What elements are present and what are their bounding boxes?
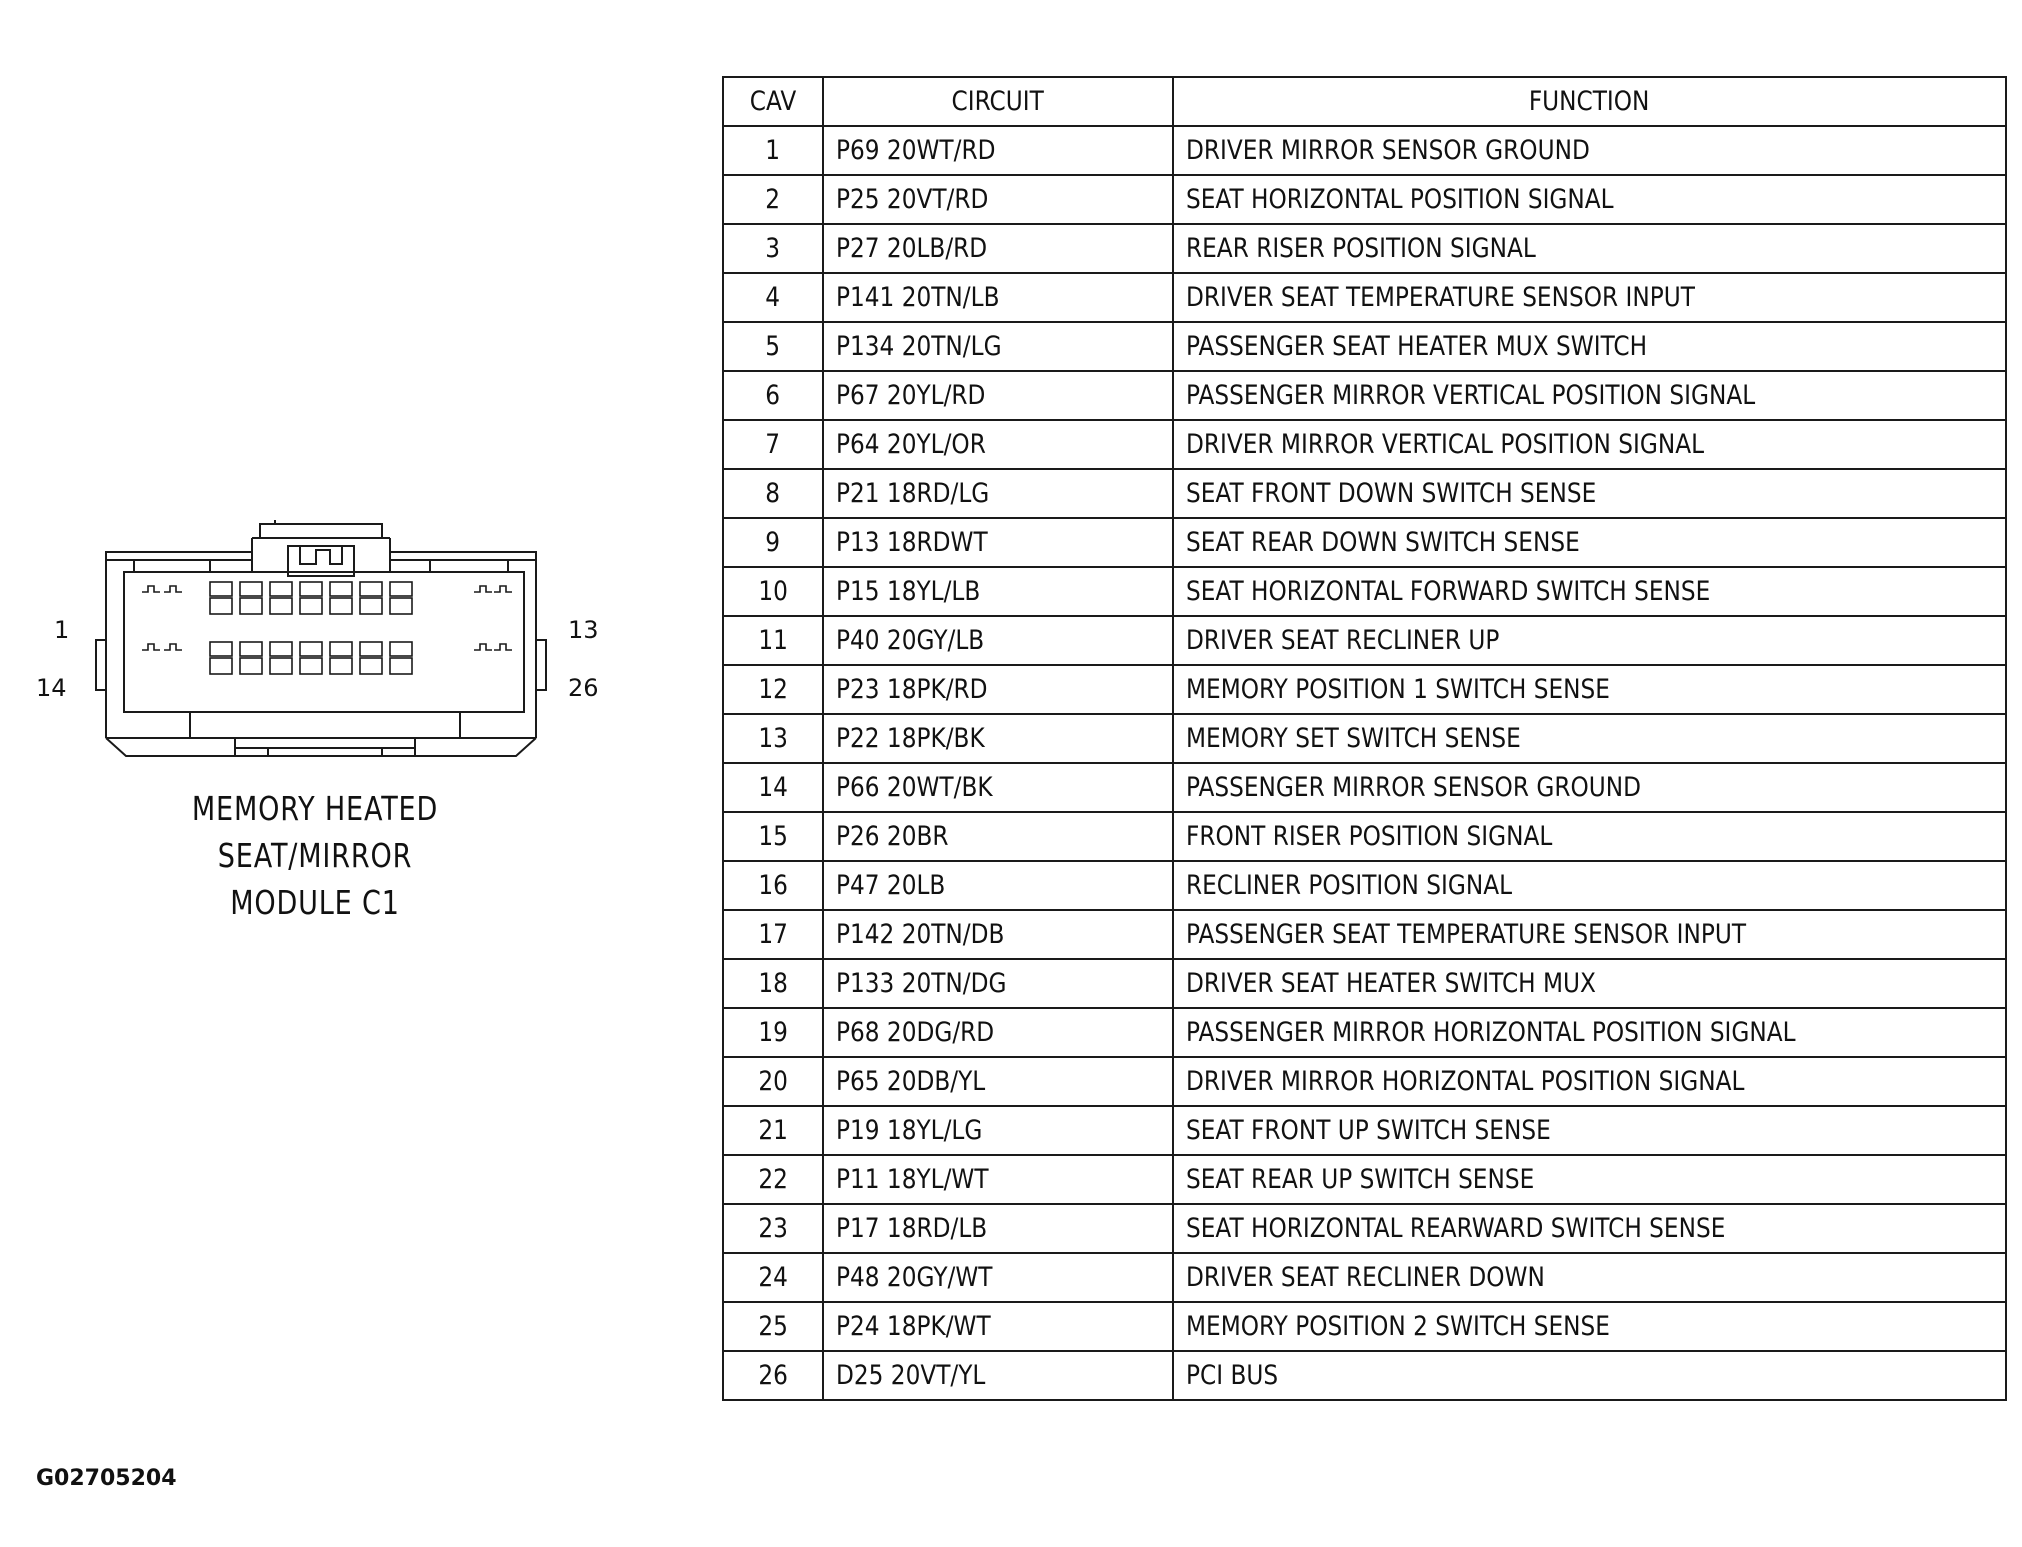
cell-circuit: P19 18YL/LG xyxy=(823,1106,1173,1155)
cell-function: PCI BUS xyxy=(1173,1351,2006,1400)
cell-function: SEAT HORIZONTAL POSITION SIGNAL xyxy=(1173,175,2006,224)
table-row xyxy=(723,126,2006,175)
cell-function: REAR RISER POSITION SIGNAL xyxy=(1173,224,2006,273)
cell-cav: 11 xyxy=(723,616,823,665)
cell-function: PASSENGER MIRROR SENSOR GROUND xyxy=(1173,763,2006,812)
cell-function: SEAT HORIZONTAL FORWARD SWITCH SENSE xyxy=(1173,567,2006,616)
table-row xyxy=(723,1008,2006,1057)
cell-cav: 21 xyxy=(723,1106,823,1155)
table-row xyxy=(723,1106,2006,1155)
cell-cav: 15 xyxy=(723,812,823,861)
cell-cav: 14 xyxy=(723,763,823,812)
table-row xyxy=(723,420,2006,469)
cell-function: PASSENGER SEAT TEMPERATURE SENSOR INPUT xyxy=(1173,910,2006,959)
cell-function: FRONT RISER POSITION SIGNAL xyxy=(1173,812,2006,861)
table-row xyxy=(723,273,2006,322)
cell-circuit: P40 20GY/LB xyxy=(823,616,1173,665)
table-row xyxy=(723,1204,2006,1253)
cell-cav: 1 xyxy=(723,126,823,175)
cell-circuit: P68 20DG/RD xyxy=(823,1008,1173,1057)
cell-circuit: D25 20VT/YL xyxy=(823,1351,1173,1400)
table-row xyxy=(723,567,2006,616)
column-header-cav: CAV xyxy=(723,77,823,126)
cell-circuit: P65 20DB/YL xyxy=(823,1057,1173,1106)
table-row xyxy=(723,910,2006,959)
table-row xyxy=(723,1155,2006,1204)
cell-cav: 12 xyxy=(723,665,823,714)
cell-cav: 22 xyxy=(723,1155,823,1204)
cell-cav: 2 xyxy=(723,175,823,224)
cell-cav: 19 xyxy=(723,1008,823,1057)
cell-cav: 13 xyxy=(723,714,823,763)
table-row xyxy=(723,322,2006,371)
cell-circuit: P24 18PK/WT xyxy=(823,1302,1173,1351)
connector-title-line-2: SEAT/MIRROR xyxy=(217,836,413,875)
cell-function: DRIVER SEAT TEMPERATURE SENSOR INPUT xyxy=(1173,273,2006,322)
table-body xyxy=(723,126,2006,1400)
table-row xyxy=(723,763,2006,812)
cell-function: MEMORY POSITION 2 SWITCH SENSE xyxy=(1173,1302,2006,1351)
figure-id: G02705204 xyxy=(36,1466,177,1491)
cell-circuit: P22 18PK/BK xyxy=(823,714,1173,763)
cell-circuit: P142 20TN/DB xyxy=(823,910,1173,959)
cell-cav: 6 xyxy=(723,371,823,420)
connector-diagram xyxy=(30,520,599,780)
connector-title-line-3: MODULE C1 xyxy=(230,883,400,922)
cell-function: SEAT FRONT DOWN SWITCH SENSE xyxy=(1173,469,2006,518)
table-header-row xyxy=(723,77,2006,126)
table-row xyxy=(723,1253,2006,1302)
cell-circuit: P15 18YL/LB xyxy=(823,567,1173,616)
cell-cav: 17 xyxy=(723,910,823,959)
cell-function: DRIVER MIRROR HORIZONTAL POSITION SIGNAL xyxy=(1173,1057,2006,1106)
table-row xyxy=(723,616,2006,665)
pin-label-1: 1 xyxy=(54,616,70,644)
table-row xyxy=(723,224,2006,273)
table-row xyxy=(723,175,2006,224)
cell-cav: 10 xyxy=(723,567,823,616)
cell-circuit: P11 18YL/WT xyxy=(823,1155,1173,1204)
cell-function: RECLINER POSITION SIGNAL xyxy=(1173,861,2006,910)
cell-cav: 8 xyxy=(723,469,823,518)
cell-cav: 23 xyxy=(723,1204,823,1253)
cell-cav: 18 xyxy=(723,959,823,1008)
cell-cav: 16 xyxy=(723,861,823,910)
pin-label-14: 14 xyxy=(36,674,67,702)
table-row xyxy=(723,861,2006,910)
cell-circuit: P26 20BR xyxy=(823,812,1173,861)
cell-function: DRIVER SEAT HEATER SWITCH MUX xyxy=(1173,959,2006,1008)
connector-face-drawing xyxy=(30,520,590,780)
cell-function: MEMORY SET SWITCH SENSE xyxy=(1173,714,2006,763)
cell-cav: 3 xyxy=(723,224,823,273)
cell-circuit: P48 20GY/WT xyxy=(823,1253,1173,1302)
pin-label-26: 26 xyxy=(568,674,599,702)
cell-cav: 20 xyxy=(723,1057,823,1106)
cell-function: SEAT HORIZONTAL REARWARD SWITCH SENSE xyxy=(1173,1204,2006,1253)
cell-circuit: P21 18RD/LG xyxy=(823,469,1173,518)
table-row xyxy=(723,1302,2006,1351)
column-header-function: FUNCTION xyxy=(1173,77,2006,126)
cell-circuit: P134 20TN/LG xyxy=(823,322,1173,371)
cell-circuit: P69 20WT/RD xyxy=(823,126,1173,175)
cell-circuit: P64 20YL/OR xyxy=(823,420,1173,469)
cell-circuit: P27 20LB/RD xyxy=(823,224,1173,273)
cell-cav: 5 xyxy=(723,322,823,371)
cell-function: MEMORY POSITION 1 SWITCH SENSE xyxy=(1173,665,2006,714)
connector-title-line-1: MEMORY HEATED xyxy=(191,789,439,828)
cell-circuit: P25 20VT/RD xyxy=(823,175,1173,224)
cell-cav: 7 xyxy=(723,420,823,469)
cell-circuit: P13 18RDWT xyxy=(823,518,1173,567)
cell-circuit: P67 20YL/RD xyxy=(823,371,1173,420)
table-row xyxy=(723,1057,2006,1106)
table-row xyxy=(723,371,2006,420)
cell-circuit: P47 20LB xyxy=(823,861,1173,910)
cell-circuit: P23 18PK/RD xyxy=(823,665,1173,714)
cell-function: SEAT REAR DOWN SWITCH SENSE xyxy=(1173,518,2006,567)
cell-circuit: P133 20TN/DG xyxy=(823,959,1173,1008)
table-row xyxy=(723,1351,2006,1400)
pinout-table xyxy=(722,76,2007,1401)
connector-title xyxy=(180,785,451,926)
table-row xyxy=(723,812,2006,861)
cell-cav: 25 xyxy=(723,1302,823,1351)
table-row xyxy=(723,714,2006,763)
cell-function: SEAT FRONT UP SWITCH SENSE xyxy=(1173,1106,2006,1155)
cell-function: SEAT REAR UP SWITCH SENSE xyxy=(1173,1155,2006,1204)
cell-function: PASSENGER MIRROR VERTICAL POSITION SIGNAL xyxy=(1173,371,2006,420)
column-header-circuit: CIRCUIT xyxy=(823,77,1173,126)
cell-circuit: P66 20WT/BK xyxy=(823,763,1173,812)
cell-function: DRIVER SEAT RECLINER DOWN xyxy=(1173,1253,2006,1302)
table-row xyxy=(723,665,2006,714)
cell-cav: 24 xyxy=(723,1253,823,1302)
cell-cav: 4 xyxy=(723,273,823,322)
cell-function: DRIVER MIRROR SENSOR GROUND xyxy=(1173,126,2006,175)
pin-label-13: 13 xyxy=(568,616,599,644)
table-row xyxy=(723,959,2006,1008)
cell-circuit: P141 20TN/LB xyxy=(823,273,1173,322)
table-row xyxy=(723,518,2006,567)
cell-function: DRIVER SEAT RECLINER UP xyxy=(1173,616,2006,665)
cell-circuit: P17 18RD/LB xyxy=(823,1204,1173,1253)
cell-cav: 9 xyxy=(723,518,823,567)
cell-function: PASSENGER SEAT HEATER MUX SWITCH xyxy=(1173,322,2006,371)
cell-function: DRIVER MIRROR VERTICAL POSITION SIGNAL xyxy=(1173,420,2006,469)
cell-cav: 26 xyxy=(723,1351,823,1400)
table-row xyxy=(723,469,2006,518)
cell-function: PASSENGER MIRROR HORIZONTAL POSITION SIGNAL xyxy=(1173,1008,2006,1057)
